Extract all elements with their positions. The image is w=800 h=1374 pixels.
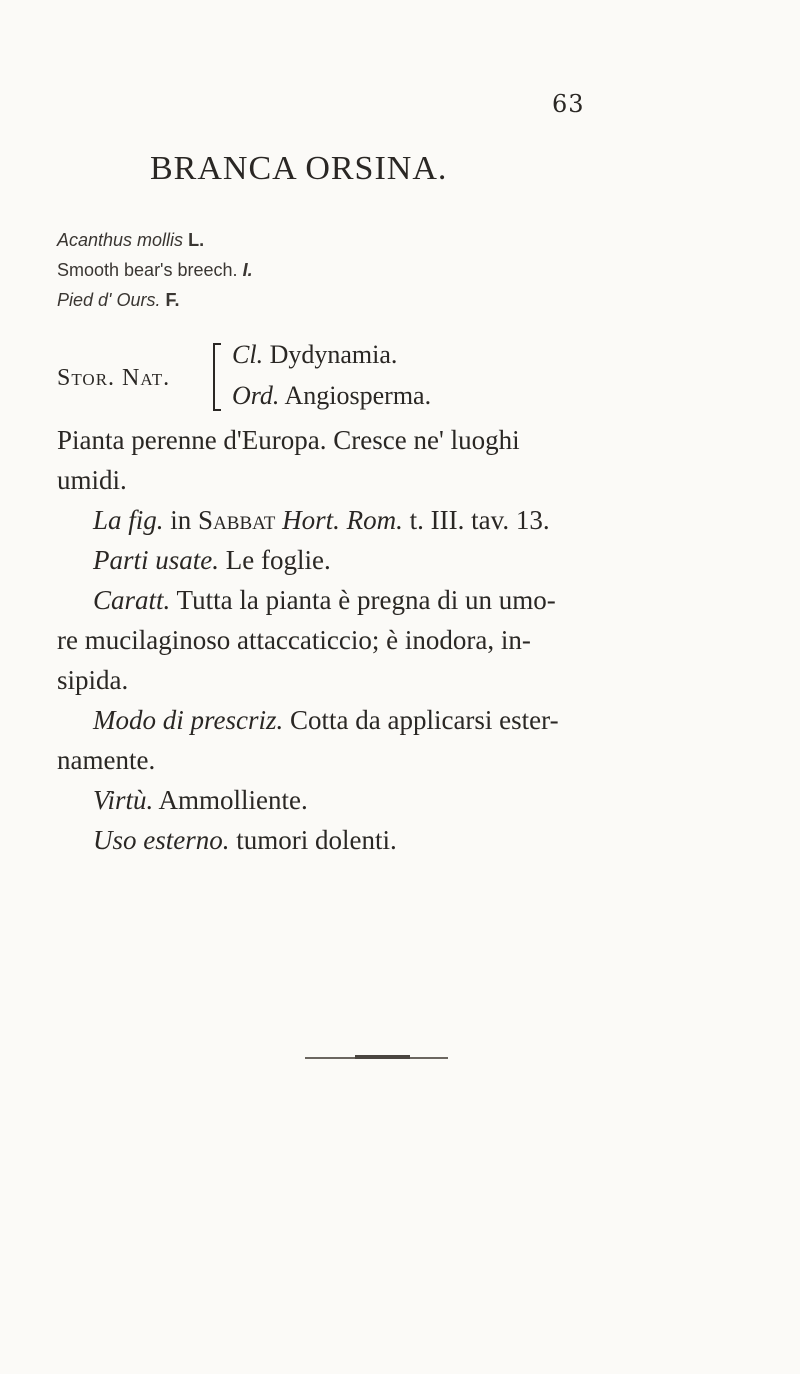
parti-label: Parti usate. — [93, 545, 219, 575]
uso-label: Uso esterno. — [93, 825, 230, 855]
fig-in: in — [170, 505, 192, 535]
synonym-english — [57, 260, 253, 281]
synonym-french-name: Pied d' Ours. — [57, 290, 161, 310]
classification-brace — [213, 343, 223, 411]
classification-label: Stor. Nat. — [57, 365, 171, 391]
order-prefix: Ord. — [232, 381, 280, 410]
classification-order — [232, 381, 431, 411]
order-value: Angiosperma. — [284, 381, 432, 410]
modo-prescrizione — [57, 700, 747, 740]
virtu — [57, 780, 747, 820]
uso-text: tumori dolenti. — [236, 825, 397, 855]
caratt-line: re mucilaginoso attaccaticcio; è inodora, in- — [57, 625, 531, 655]
fig-rest: t. III. tav. 13. — [409, 505, 550, 535]
synonym-french-abbr: F. — [165, 290, 180, 310]
modo-label: Modo di prescriz. — [93, 705, 284, 735]
virtu-text: Ammolliente. — [158, 785, 308, 815]
fig-work: Hort. Rom. — [282, 505, 403, 535]
classification-class — [232, 340, 397, 370]
modo-line: namente. — [57, 745, 156, 775]
parti-usate — [57, 540, 747, 580]
synonym-french — [57, 290, 180, 311]
synonym-latin-abbr: L. — [188, 230, 205, 250]
parti-text: Le foglie. — [225, 545, 331, 575]
uso-esterno — [57, 820, 747, 860]
synonym-english-abbr: I. — [242, 260, 253, 280]
description-line: Pianta perenne d'Europa. Cresce ne' luoghi — [57, 425, 520, 455]
synonym-latin-name: Acanthus mollis — [57, 230, 184, 250]
page-number: 63 — [552, 90, 585, 118]
description-line: umidi. — [57, 465, 127, 495]
figure-reference — [57, 500, 747, 540]
synonym-english-name: Smooth bear's breech. — [57, 260, 238, 280]
end-rule-ornament — [355, 1055, 410, 1059]
description — [57, 420, 747, 860]
fig-label: La fig. — [93, 505, 164, 535]
synonym-latin — [57, 230, 204, 251]
class-value: Dydynamia. — [269, 340, 398, 369]
page-title: BRANCA ORSINA. — [150, 150, 448, 187]
caratteri — [57, 580, 747, 620]
caratt-label: Caratt. — [93, 585, 171, 615]
fig-author: Sabbat — [198, 505, 276, 535]
caratt-line: sipida. — [57, 665, 129, 695]
virtu-label: Virtù. — [93, 785, 154, 815]
class-prefix: Cl. — [232, 340, 264, 369]
caratt-line: Tutta la pianta è pregna di un umo- — [176, 585, 556, 615]
modo-line: Cotta da applicarsi ester- — [290, 705, 559, 735]
